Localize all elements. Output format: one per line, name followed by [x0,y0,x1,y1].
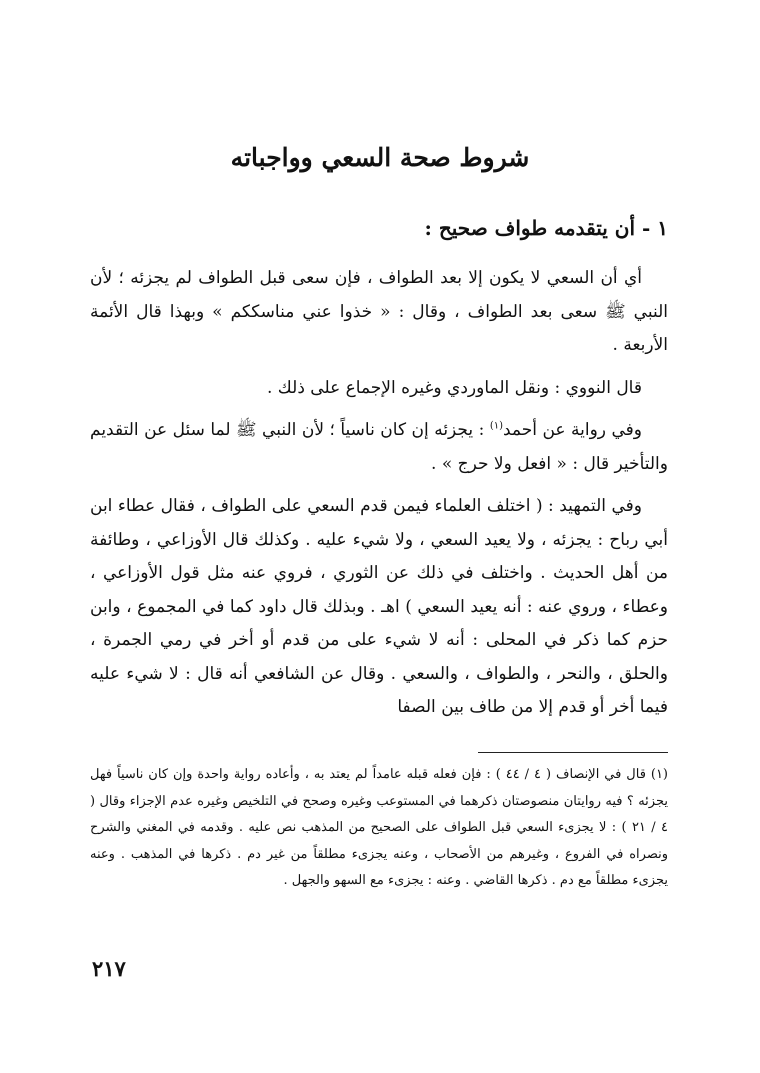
footnote: (١) قال في الإنصاف ( ٤ / ٤٤ ) : فإن فعله قبله عامداً لم يعتد به ، وأعاده رواية واحدة وإن كان ناسياً فهل يجزئه ؟ فيه روايتان منصوصتان ذكرهما في المستوعب وغيره وصحح في التلخيص وغيره عدم الإجزاء وقال ( ٤ / ٢١ ) : لا يجزىء السعي قبل الطواف على الصحيح من المذهب نص عليه . وقدمه في المغني والشرح ونصراه في الفروع ، وغيرهم من الأصحاب ، وعنه يجزىء مطلقاً من غير دم . ذكرها في المذهب . وعنه يجزىء مطلقاً مع دم . ذكرها القاضي . وعنه : يجزىء مع السهو والجهل . [90,767,668,888]
paragraph-nawawi: قال النووي : ونقل الماوردي وغيره الإجماع على ذلك . [267,377,642,398]
section-heading-text: أن يتقدمه طواف صحيح : [424,216,636,240]
section-number: ١ - [641,216,668,240]
page-number: ٢١٧ [92,956,126,981]
footnote-divider [478,752,668,753]
footnote-reference: (١) [489,420,503,432]
ahmad-text-after: : يجزئه إن كان ناسياً ؛ لأن النبي ﷺ لما سئل عن التقديم والتأخير قال : « افعل ولا حرج » . [90,420,668,474]
ahmad-text-before: وفي رواية عن أحمد [503,420,642,440]
paragraph-tawaf-order: أي أن السعي لا يكون إلا بعد الطواف ، فإن سعى قبل الطواف لم يجزئه ؛ لأن النبي ﷺ سعى بعد الطواف ، وقال : « خذوا عني مناسككم » وبهذا قال الأئمة الأربعة . [90,268,668,355]
chapter-title: شروط صحة السعي وواجباته [230,143,530,172]
section-heading [88,212,668,244]
body-text [90,262,668,734]
paragraph-ahmad [90,414,668,481]
paragraph-tamhid: وفي التمهيد : ( اختلف العلماء فيمن قدم السعي على الطواف ، فقال عطاء ابن أبي رباح : يجزئه ، ولا يعيد السعي ، ولا شيء عليه . وكذلك قال الأوزاعي ، وطائفة من أهل الحديث . واختلف في ذلك عن الثوري ، فروي عنه مثل قول الأوزاعي ، وعطاء ، وروي عنه : أنه يعيد السعي ) اهـ . وبذلك قال داود كما في المجموع ، وابن حزم كما ذكر في المحلى : أنه لا شيء على من قدم أو أخر في رمي الجمرة ، والحلق ، والنحر ، والطواف ، والسعي . وقال عن الشافعي أنه قال : لا شيء عليه فيما أخر أو قدم إلا من طاف بين الصفا [90,496,668,717]
